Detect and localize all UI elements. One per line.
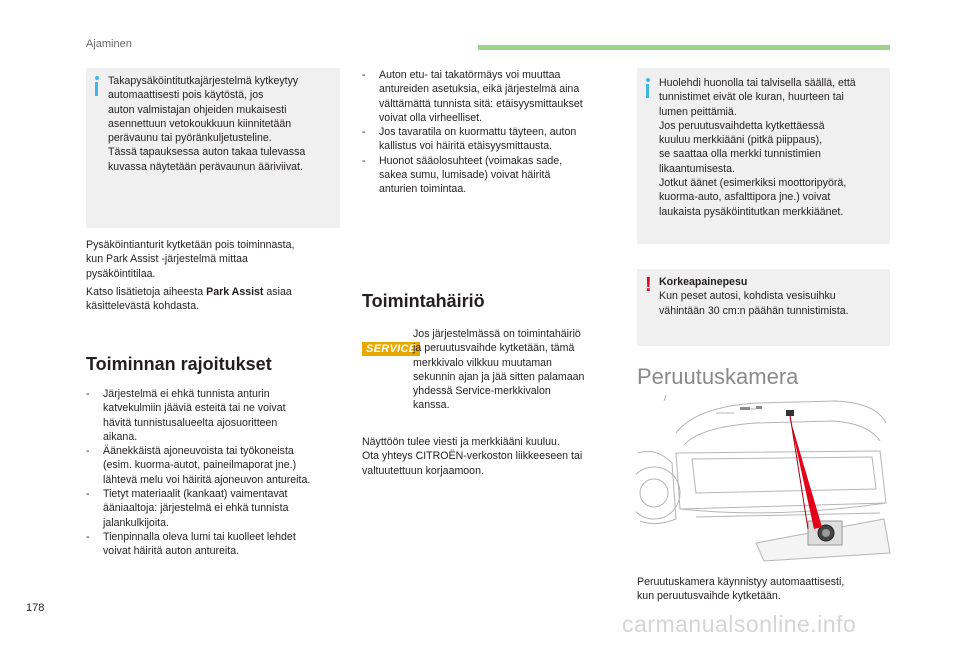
section-color-bar (478, 45, 890, 50)
conditions-list (362, 68, 624, 197)
camera-heading: Peruutuskamera (637, 364, 799, 389)
info-box-text: Takapysäköintitutkajärjestelmä kytkeytyy automaattisesti pois käytöstä, jos auton valmistajan ohjeiden mukaisesti asennettuun vetokoukkuun kiinnitetään perävaunu tai pyöränkuljetusteline. Tässä tapauksessa auton takaa tulevassa kuvassa näytetään perävaunun ääriviivat. (108, 75, 306, 173)
reference-line2: käsittelevästä kohdasta. (86, 300, 200, 313)
limits-item: - Tietyt materiaalit (kankaat) vaimentavat ääniaaltoja: järjestelmä ei ehkä tunnista jalankulkijoita. (86, 487, 348, 530)
info-box-text: Huolehdi huonolla tai talvisella säällä, että tunnistimet eivät ole kuran, huurteen tai lumen peittämiä. Jos peruutusvaihdetta kytkettäessä kuuluu merkkiääni (pitkä piippaus), se saattaa olla merkki tunnistimien likaantumisesta. Jotkut äänet (esimerkiksi moottoripyörä, kuorma-auto, asfalttipora jne.) voivat laukaista pysäköintitutkan merkkiäänet. (659, 77, 856, 218)
warning-text: Kun peset autosi, kohdista vesisuihku vähintään 30 cm:n päähän tunnistimista. (659, 290, 849, 317)
limits-list (86, 387, 348, 559)
warning-icon: ! (645, 274, 652, 296)
info-icon (646, 84, 649, 98)
conditions-item: - Huonot sääolosuhteet (voimakas sade, sakea sumu, lumisade) voivat häiritä anturien toimintaa. (362, 154, 624, 197)
reference-prefix: Katso lisätietoja aiheesta (86, 286, 207, 298)
conditions-item: - Jos tavaratila on kuormattu täyteen, auton kallistus voi häiritä etäisyysmittausta. (362, 125, 624, 154)
info-box-tow-hitch (86, 68, 340, 228)
limits-item: - Tienpinnalla oleva lumi tai kuolleet lehdet voivat häiritä auton antureita. (86, 530, 348, 559)
service-warning-lamp (362, 342, 420, 356)
park-assist-reference (86, 285, 342, 314)
conditions-item: - Auton etu- tai takatörmäys voi muuttaa antureiden asetuksia, eikä järjestelmä aina välttämättä tunnista sitä: etäisyysmittaukset voivat olla virheelliset. (362, 68, 624, 125)
limits-heading: Toiminnan rajoitukset (86, 354, 272, 374)
info-box-weather (637, 68, 890, 244)
fault-paragraph: Näyttöön tulee viesti ja merkkiääni kuuluu. Ota yhteys CITROËN-verkoston liikkeeseen tai valtuutettuun korjaamoon. (362, 436, 583, 477)
limits-item: - Järjestelmä ei ehkä tunnista anturin katvekulmiin jääviä esteitä tai ne voivat hävitä tunnistusalueelta ajosuoritteen aikana. (86, 387, 348, 444)
warning-box-pressure-wash (637, 269, 890, 346)
rear-camera-illustration (636, 393, 892, 563)
limits-item: - Äänekkäistä ajoneuvoista tai työkoneista (esim. kuorma-autot, paineilmaporat jne.) lähtevä melu voi häiritä ajoneuvon antureita. (86, 444, 348, 487)
fault-description: Jos järjestelmässä on toimintahäiriö ja peruutusvaihde kytketään, tämä merkkivalo vilkkuu muutaman sekunnin ajan ja jää sitten palamaan yhdessä Service-merkkivalon kanssa. (413, 328, 585, 412)
page-number: 178 (26, 602, 45, 614)
watermark: carmanualsonline.info (622, 611, 857, 637)
warning-title: Korkeapainepesu (659, 276, 748, 288)
park-assist-paragraph: Pysäköintianturit kytketään pois toiminnasta, kun Park Assist -järjestelmä mittaa pysäköintitilaa. (86, 239, 295, 280)
info-icon (95, 82, 98, 96)
camera-paragraph: Peruutuskamera käynnistyy automaattisesti, kun peruutusvaihde kytketään. (637, 576, 845, 603)
section-title: Ajaminen (86, 38, 132, 50)
reference-link-name: Park Assist (206, 286, 264, 298)
service-icon: SERVICE (362, 342, 420, 356)
reference-suffix: asiaa (263, 286, 292, 298)
fault-heading: Toimintahäiriö (362, 291, 485, 311)
